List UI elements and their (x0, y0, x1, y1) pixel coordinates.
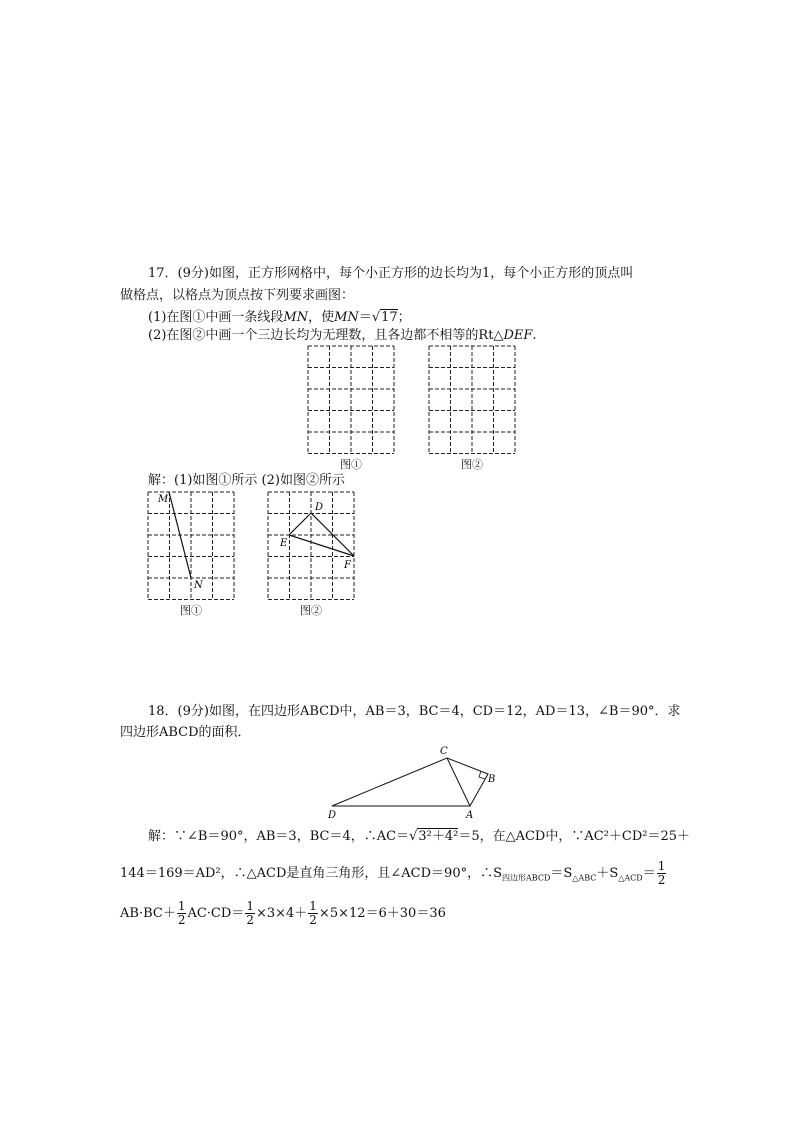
ans-fig1-caption: 图① (180, 604, 202, 617)
q18-line1: 18．(9分)如图，在四边形ABCD中，AB＝3，BC＝4，CD＝12，AD＝13，∠B＝90°．求 (148, 704, 681, 719)
answer-grid-figure-2 (268, 492, 354, 598)
q17-line1: 17．(9分)如图，正方形网格中，每个小正方形的边长均为1，每个小正方形的顶点叫 (148, 266, 634, 281)
q18-sol-line2: 144＝169＝AD²，∴△ACD是直角三角形，且∠ACD＝90°，$\therefore S_{四边形ABCD}=S_{\triangle ABC}+S_{\triangle ACD}=$ $\frac{1}{2}$ (120, 859, 666, 887)
label-f: F (344, 560, 351, 571)
label-a: A (466, 810, 474, 821)
q17-line2: 做格点，以格点为顶点按下列要求画图： (120, 288, 355, 303)
fraction-half: $\frac{1}{2}$ (177, 899, 186, 927)
label-m: M (158, 494, 169, 505)
fraction-half: $\frac{1}{2}$ (657, 859, 666, 887)
label-n: N (194, 580, 203, 591)
q17-part1: (1)在图①中画一条线段MN，使MN＝√17； (148, 310, 411, 325)
grid-figure-1 (308, 346, 394, 452)
quadrilateral-abcd (320, 742, 500, 822)
q17-part2: (2)在图②中画一个三边长均为无理数，且各边都不相等的Rt△DEF. (148, 328, 537, 343)
answer-grid-figure-1 (148, 492, 234, 598)
q18-line2: 四边形ABCD的面积． (120, 725, 251, 740)
q17-answer: 解：(1)如图①所示 (2)如图②所示 (148, 473, 345, 488)
ans-fig2-caption: 图② (300, 604, 322, 617)
grid-figure-2 (429, 346, 515, 452)
label-c: C (440, 746, 448, 757)
fig1-caption: 图① (340, 458, 362, 471)
fig2-caption: 图② (461, 458, 483, 471)
label-d18: D (328, 810, 337, 821)
label-e: E (280, 538, 288, 549)
q18-sol-line1: 解：∵∠B＝90°，AB＝3，BC＝4，∴AC＝√3²＋4²＝5，在△ACD中，∵AC²＋CD²＝25＋ (148, 829, 691, 844)
fraction-half: $\frac{1}{2}$ (246, 899, 254, 927)
q18-sol-line3: AB·BC＋ $\frac{1}{2}$ AC·CD＝ $\frac{1}{2}$ ×3×4＋ $\frac{1}{2}$ ×5×12＝6＋30＝36 (120, 899, 446, 927)
fraction-half: $\frac{1}{2}$ (309, 899, 317, 927)
label-b: B (488, 774, 496, 785)
label-d: D (315, 502, 324, 513)
